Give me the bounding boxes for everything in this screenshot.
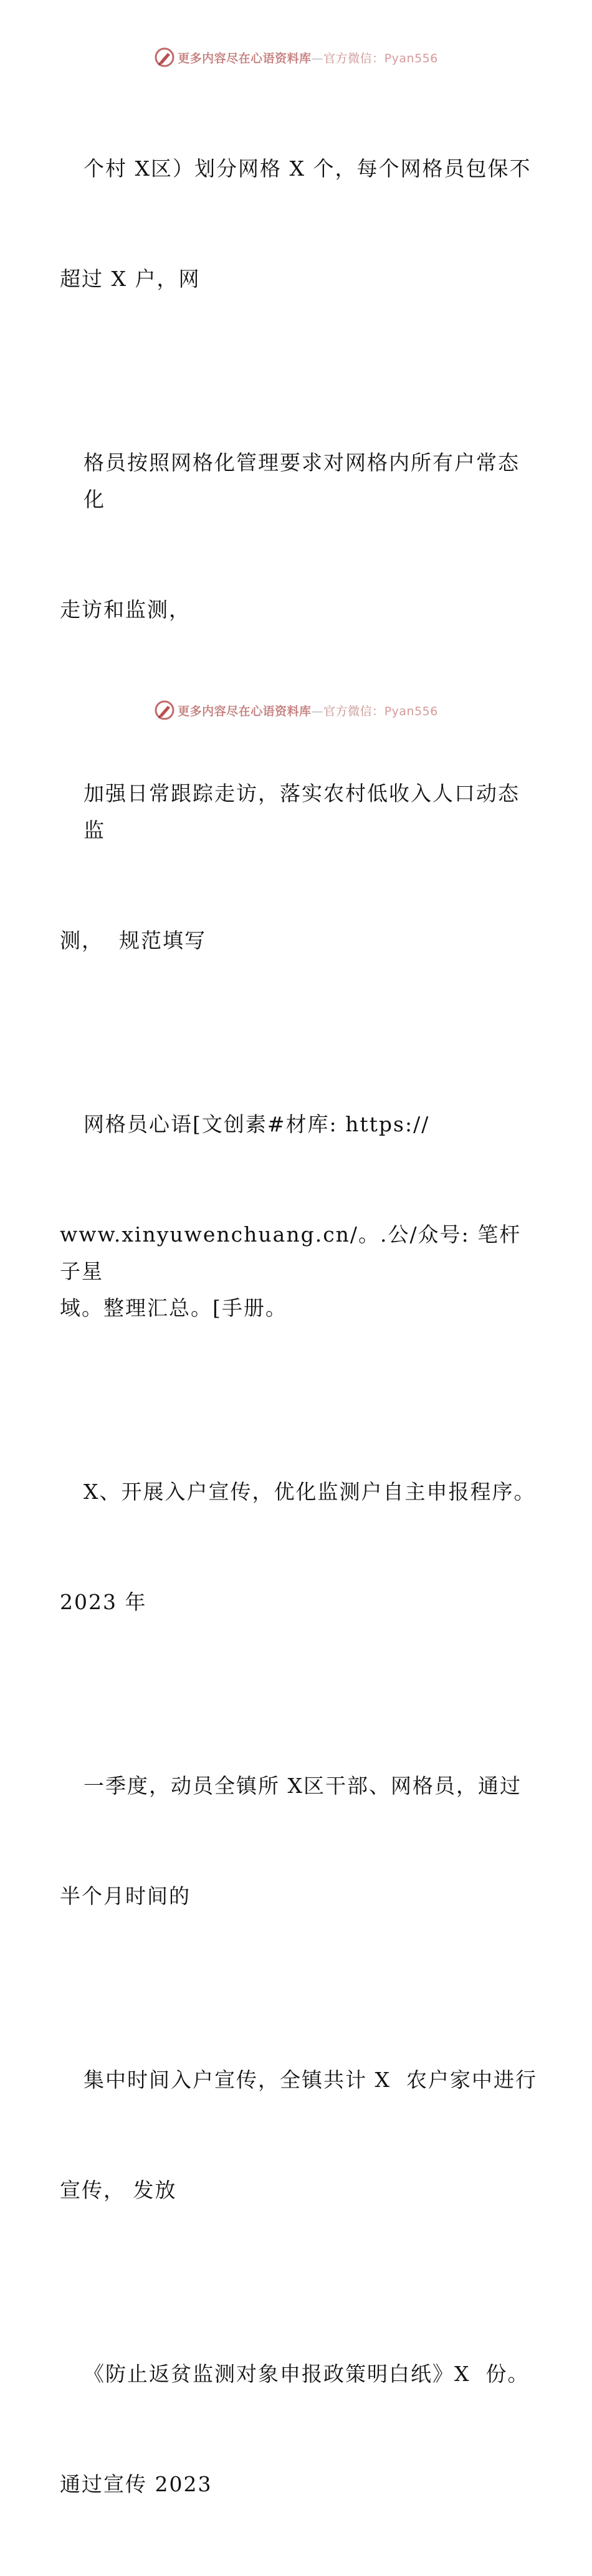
paragraph	[60, 1988, 540, 2282]
header-watermark	[0, 45, 592, 70]
paragraph	[60, 371, 540, 701]
paragraph-rest: 走访和监测，	[60, 597, 191, 622]
paragraph-rest: 半个月时间的	[60, 1884, 191, 1908]
paragraph-rest: 超过 X 户，网	[60, 267, 201, 291]
paragraph-first-line: 一季度，动员全镇所 X区干部、网格员，通过	[84, 1774, 522, 1798]
document-body	[60, 77, 540, 2576]
watermark-official: 官方微信：	[323, 704, 384, 718]
paragraph-first-line: 个村 X区）划分网格 X 个，每个网格员包保不	[84, 156, 532, 181]
watermark-main: 更多内容尽在心语资料库	[178, 51, 312, 65]
paragraph	[60, 2282, 540, 2576]
paragraph-first-line: 格员按照网格化管理要求对网格内所有户常态化	[84, 450, 520, 511]
watermark-dash: —	[311, 704, 324, 718]
paragraph-first-line: X、开展入户宣传，优化监测户自主申报程序。	[84, 1480, 536, 1504]
paragraph-first-line: 加强日常跟踪走访，落实农村低收入人口动态监	[84, 781, 520, 842]
paragraph	[60, 1694, 540, 1988]
watermark-main: 更多内容尽在心语资料库	[178, 704, 312, 718]
paragraph-first-line: 集中时间入户宣传，全镇共计 X 农户家中进行	[84, 2068, 537, 2092]
watermark-dash: —	[311, 51, 324, 65]
paragraph	[60, 1032, 540, 1400]
footer-watermark	[0, 698, 592, 723]
watermark-text	[178, 702, 438, 719]
watermark-id: Pyan556	[384, 51, 438, 65]
paragraph-rest: 2023 年	[60, 1590, 147, 1614]
pen-logo-icon	[154, 700, 175, 721]
paragraph	[60, 1400, 540, 1694]
paragraph-first-line: 网格员心语[文创素#材库: https://	[84, 1112, 430, 1136]
paragraph-rest: 通过宣传 2023	[60, 2472, 212, 2496]
paragraph-rest: 宣传， 发放	[60, 2178, 177, 2202]
paragraph-rest: 测， 规范填写	[60, 928, 206, 953]
watermark-id: Pyan556	[384, 704, 438, 718]
paragraph	[60, 77, 540, 371]
paragraph	[60, 701, 540, 1032]
paragraph-rest: www.xinyuwenchuang.cn/。.公/众号: 笔杆子星 域。整理汇总。[手册。	[60, 1222, 522, 1320]
paragraph-first-line: 《防止返贫监测对象申报政策明白纸》X 份。	[84, 2362, 530, 2386]
pen-logo-icon	[154, 47, 175, 68]
watermark-text	[178, 49, 438, 66]
watermark-official: 官方微信：	[323, 51, 384, 65]
